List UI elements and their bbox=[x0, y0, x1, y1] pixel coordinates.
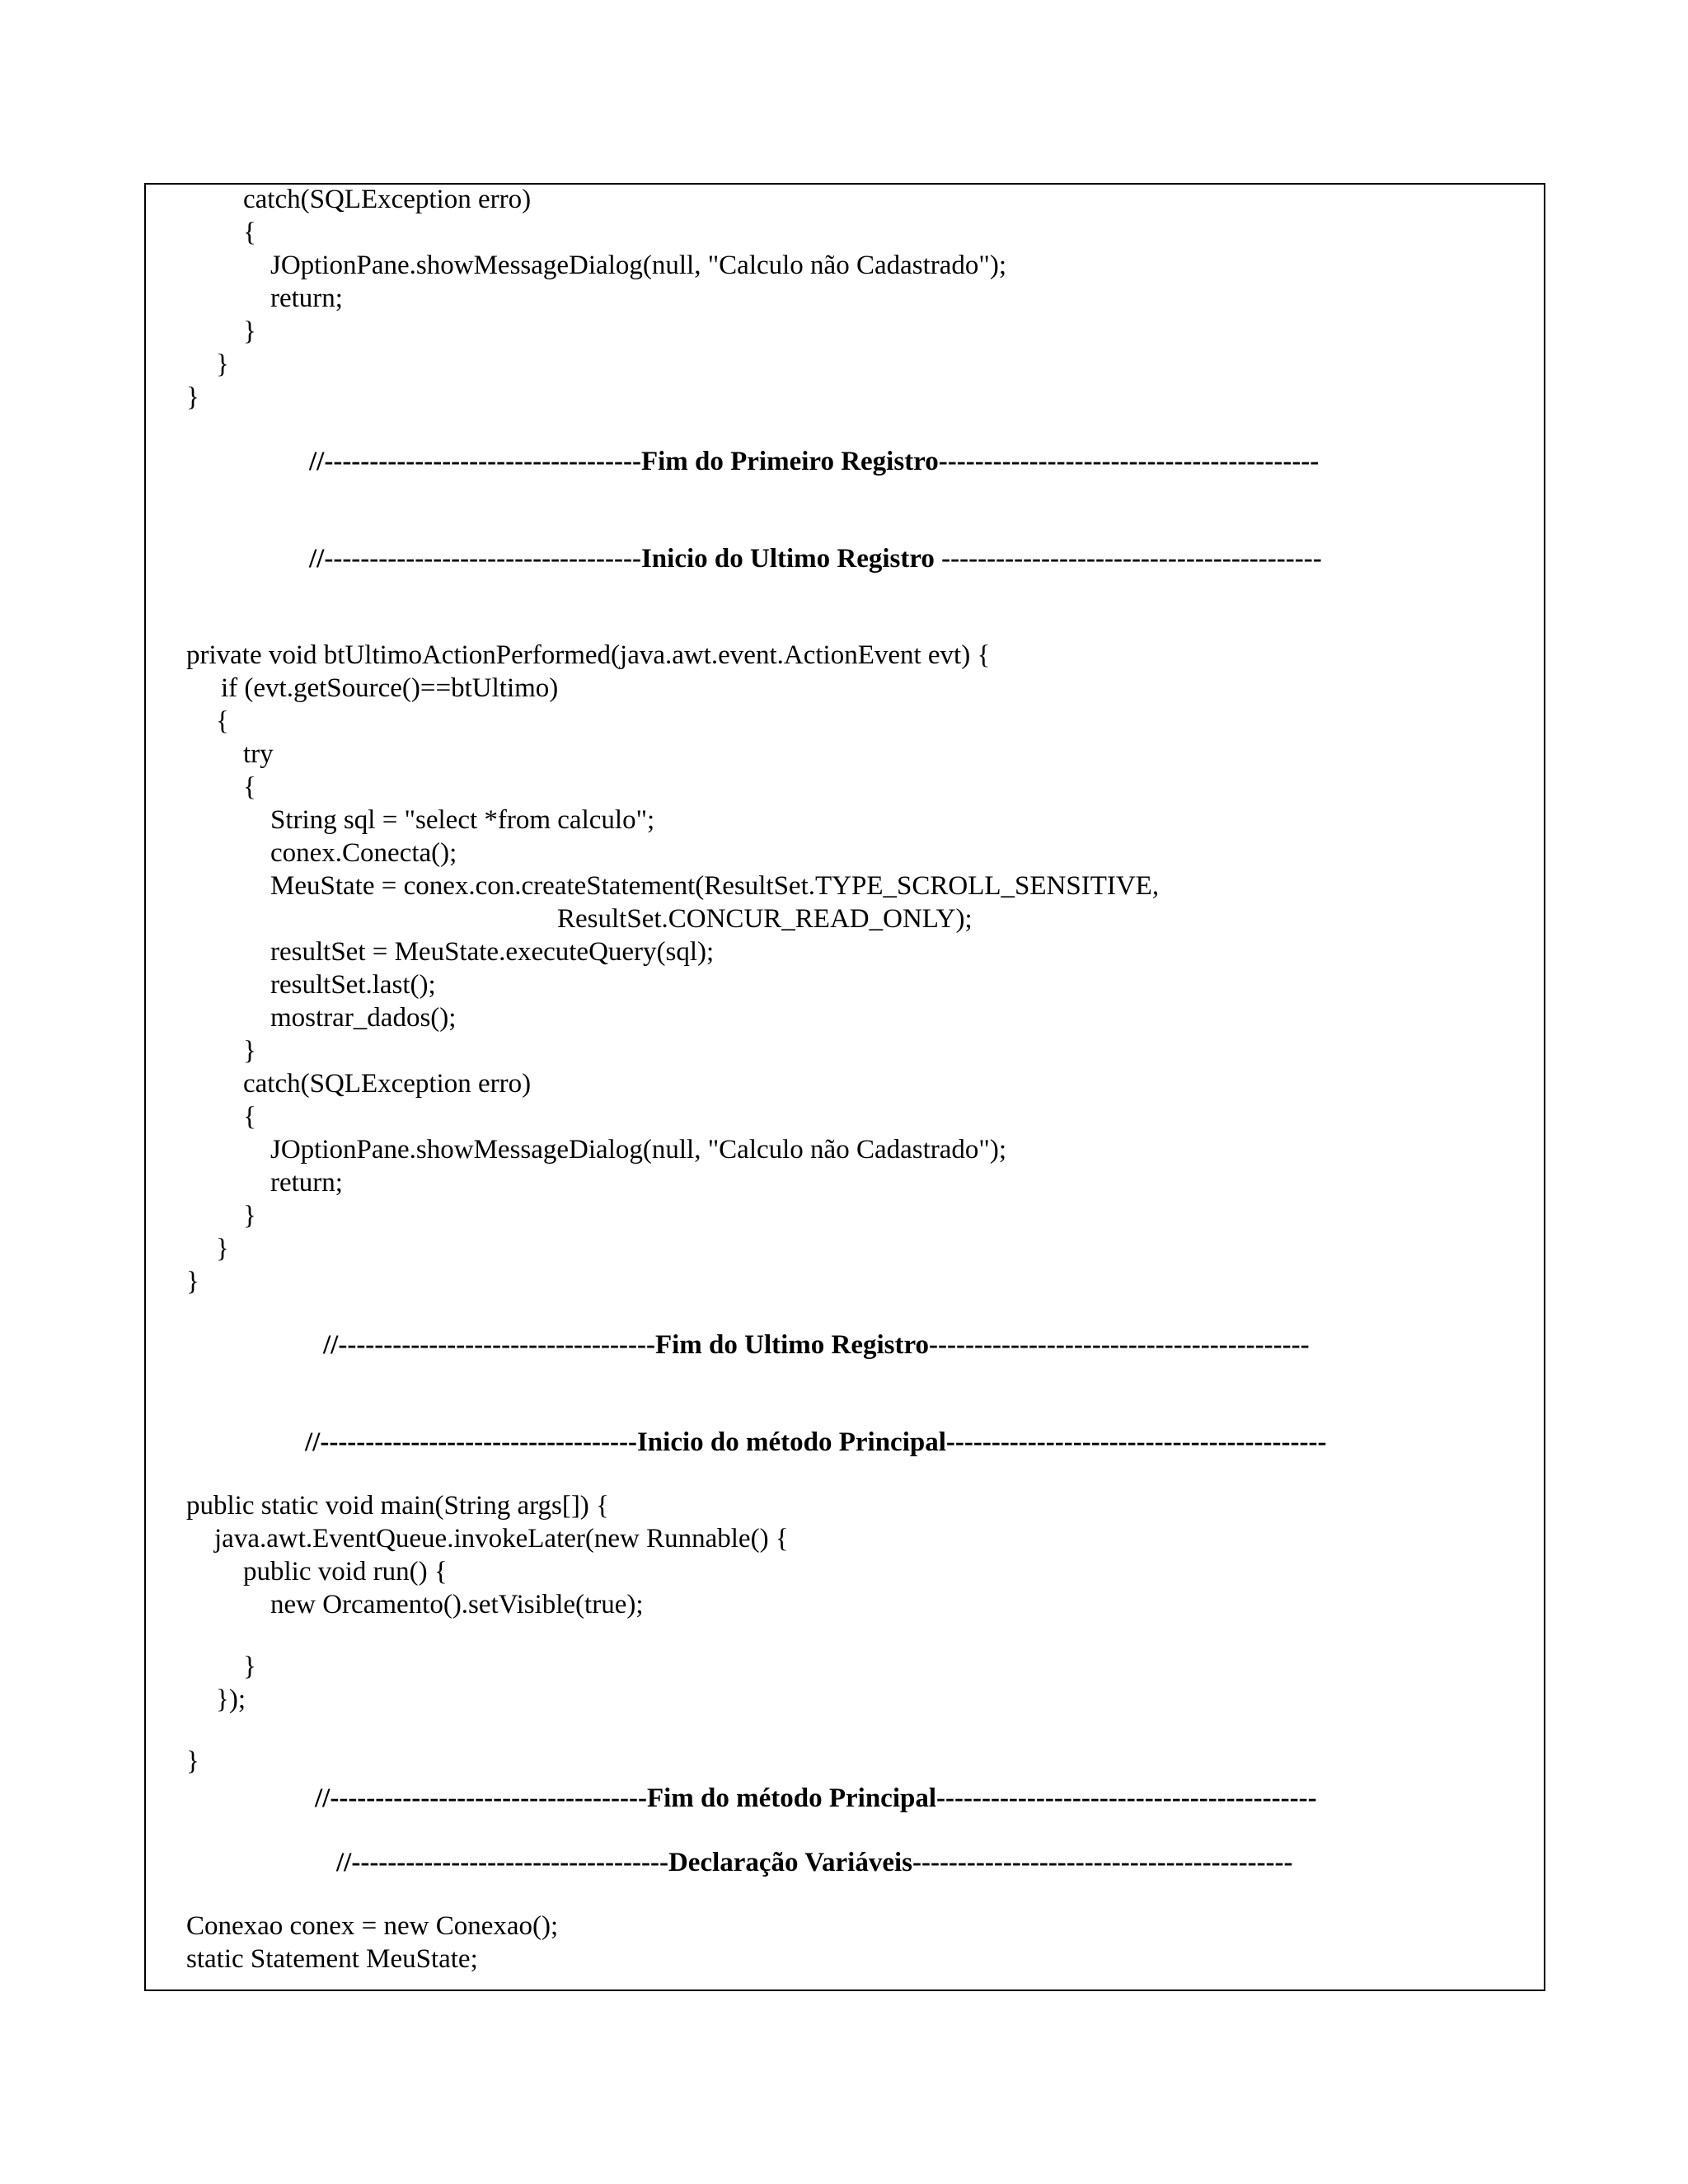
code-line: catch(SQLException erro) bbox=[243, 185, 532, 214]
code-line: } bbox=[243, 1036, 256, 1066]
code-line: return; bbox=[270, 1168, 343, 1197]
code-line: mostrar_dados(); bbox=[270, 1003, 457, 1033]
code-line: { bbox=[243, 772, 256, 802]
section-comment: //-----------------------------------Fim do método Principal------------------------------------------ bbox=[315, 1783, 1317, 1813]
code-line: } bbox=[216, 349, 229, 379]
code-line: java.awt.EventQueue.invokeLater(new Runnable() { bbox=[214, 1524, 789, 1554]
code-line: public static void main(String args[]) { bbox=[186, 1491, 609, 1521]
code-line: } bbox=[243, 1201, 256, 1230]
code-line: } bbox=[186, 382, 199, 412]
code-line: conex.Conecta(); bbox=[270, 838, 457, 868]
code-line: Conexao conex = new Conexao(); bbox=[186, 1911, 559, 1941]
code-line: ResultSet.CONCUR_READ_ONLY); bbox=[557, 904, 973, 934]
code-line: { bbox=[243, 218, 256, 247]
section-comment: //-----------------------------------Fim do Primeiro Registro------------------------------------------ bbox=[309, 447, 1320, 476]
section-comment: //-----------------------------------Inicio do método Principal------------------------------------------ bbox=[305, 1427, 1327, 1457]
code-line: MeuState = conex.con.createStatement(ResultSet.TYPE_SCROLL_SENSITIVE, bbox=[270, 871, 1160, 901]
code-line: resultSet.last(); bbox=[270, 970, 436, 1000]
section-comment: //-----------------------------------Fim do Ultimo Registro------------------------------------------ bbox=[323, 1330, 1310, 1360]
code-line: JOptionPane.showMessageDialog(null, "Calculo não Cadastrado"); bbox=[270, 1135, 1007, 1165]
code-line: return; bbox=[270, 284, 343, 313]
code-line: }); bbox=[216, 1685, 246, 1714]
code-line: } bbox=[243, 1652, 256, 1681]
code-line: } bbox=[243, 316, 256, 346]
code-line: try bbox=[243, 739, 274, 769]
code-line: new Orcamento().setVisible(true); bbox=[270, 1590, 644, 1619]
code-line: } bbox=[186, 1267, 199, 1296]
section-comment: //-----------------------------------Inicio do Ultimo Registro ------------------------------------------ bbox=[309, 544, 1322, 574]
section-comment: //-----------------------------------Declaração Variáveis------------------------------------------ bbox=[336, 1848, 1293, 1877]
code-line: private void btUltimoActionPerformed(java.awt.event.ActionEvent evt) { bbox=[186, 640, 991, 670]
code-line: if (evt.getSource()==btUltimo) bbox=[221, 673, 559, 703]
code-line: String sql = "select *from calculo"; bbox=[270, 805, 655, 835]
code-line: { bbox=[216, 706, 229, 736]
code-line: JOptionPane.showMessageDialog(null, "Calculo não Cadastrado"); bbox=[270, 251, 1007, 280]
code-line: static Statement MeuState; bbox=[186, 1944, 478, 1974]
code-line: public void run() { bbox=[243, 1557, 448, 1586]
code-line: { bbox=[243, 1102, 256, 1132]
code-line: catch(SQLException erro) bbox=[243, 1069, 532, 1099]
code-line: } bbox=[216, 1234, 229, 1263]
code-line: resultSet = MeuState.executeQuery(sql); bbox=[270, 937, 715, 967]
code-line: } bbox=[186, 1746, 199, 1776]
